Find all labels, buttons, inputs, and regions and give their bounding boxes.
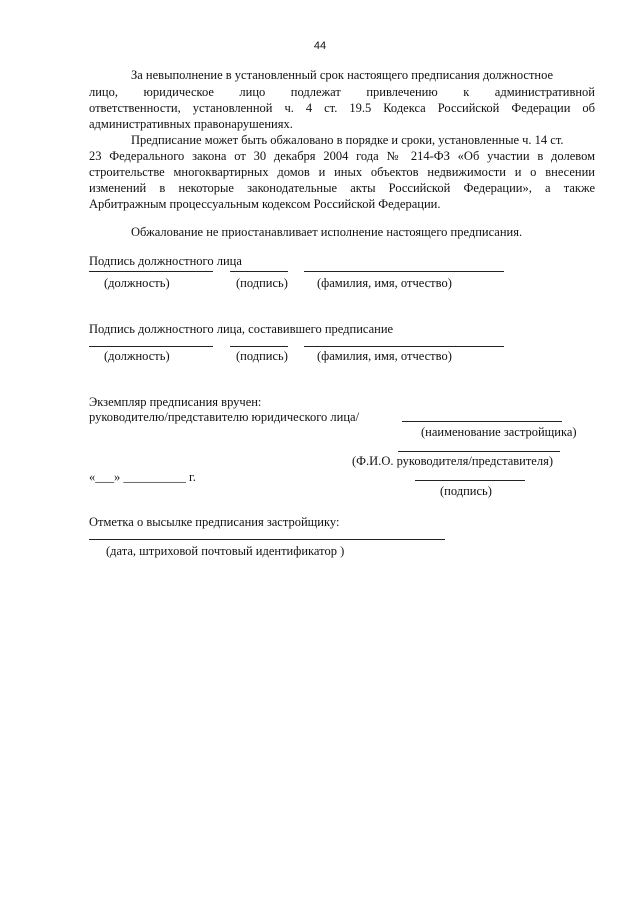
mailing-caption: (дата, штриховой почтовый идентификатор )	[106, 544, 345, 558]
paragraph-no-suspension: Обжалование не приостанавливает исполнение настоящего предписания.	[131, 225, 523, 239]
position-caption: (должность)	[104, 276, 170, 290]
page-number: 44	[313, 40, 327, 52]
signature-caption: (подпись)	[236, 276, 288, 290]
signature-block-title: Подпись должностного лица, составившего предписание	[89, 322, 394, 336]
signature-line	[230, 271, 288, 272]
delivery-heading: Экземпляр предписания вручен:	[89, 395, 262, 409]
paragraph-line: ответственности, установленной ч. 4 ст. 19.5 Кодекса Российской Федерации об	[89, 101, 595, 115]
name-caption: (фамилия, имя, отчество)	[317, 349, 452, 363]
paragraph-line: лицо, юридическое лицо подлежат привлечению к административной	[89, 85, 595, 99]
paragraph-line: строительстве многоквартирных домов и иных объектов недвижимости и о внесении	[89, 165, 595, 179]
name-caption: (фамилия, имя, отчество)	[317, 276, 452, 290]
signature-line	[230, 346, 288, 347]
delivery-date: «___» __________ г.	[89, 470, 196, 484]
signature-block-title: Подпись должностного лица	[89, 254, 242, 268]
paragraph-line: Предписание может быть обжаловано в порядке и сроки, установленные ч. 14 ст.	[131, 133, 564, 147]
paragraph-line: За невыполнение в установленный срок настоящего предписания должностное	[131, 68, 554, 82]
paragraph-line: административных правонарушениях.	[89, 117, 293, 131]
name-line	[304, 271, 504, 272]
mailing-title: Отметка о высылке предписания застройщику:	[89, 515, 340, 529]
developer-caption: (наименование застройщика)	[421, 425, 577, 439]
delivery-signature-line	[415, 480, 525, 481]
representative-caption: (Ф.И.О. руководителя/представителя)	[352, 454, 553, 468]
paragraph-line: 23 Федерального закона от 30 декабря 2004 года № 214-ФЗ «Об участии в долевом	[89, 149, 595, 163]
name-line	[304, 346, 504, 347]
position-line	[89, 346, 213, 347]
position-caption: (должность)	[104, 349, 170, 363]
paragraph-line: Арбитражным процессуальным кодексом Российской Федерации.	[89, 197, 441, 211]
signature-caption: (подпись)	[236, 349, 288, 363]
developer-name-line	[402, 421, 562, 422]
position-line	[89, 271, 213, 272]
delivery-signature-caption: (подпись)	[440, 484, 492, 498]
representative-name-line	[398, 451, 560, 452]
delivery-recipient: руководителю/представителю юридического лица/	[89, 410, 360, 424]
paragraph-line: изменений в некоторые законодательные акты Российской Федерации», а также	[89, 181, 595, 195]
mailing-line	[89, 539, 445, 540]
